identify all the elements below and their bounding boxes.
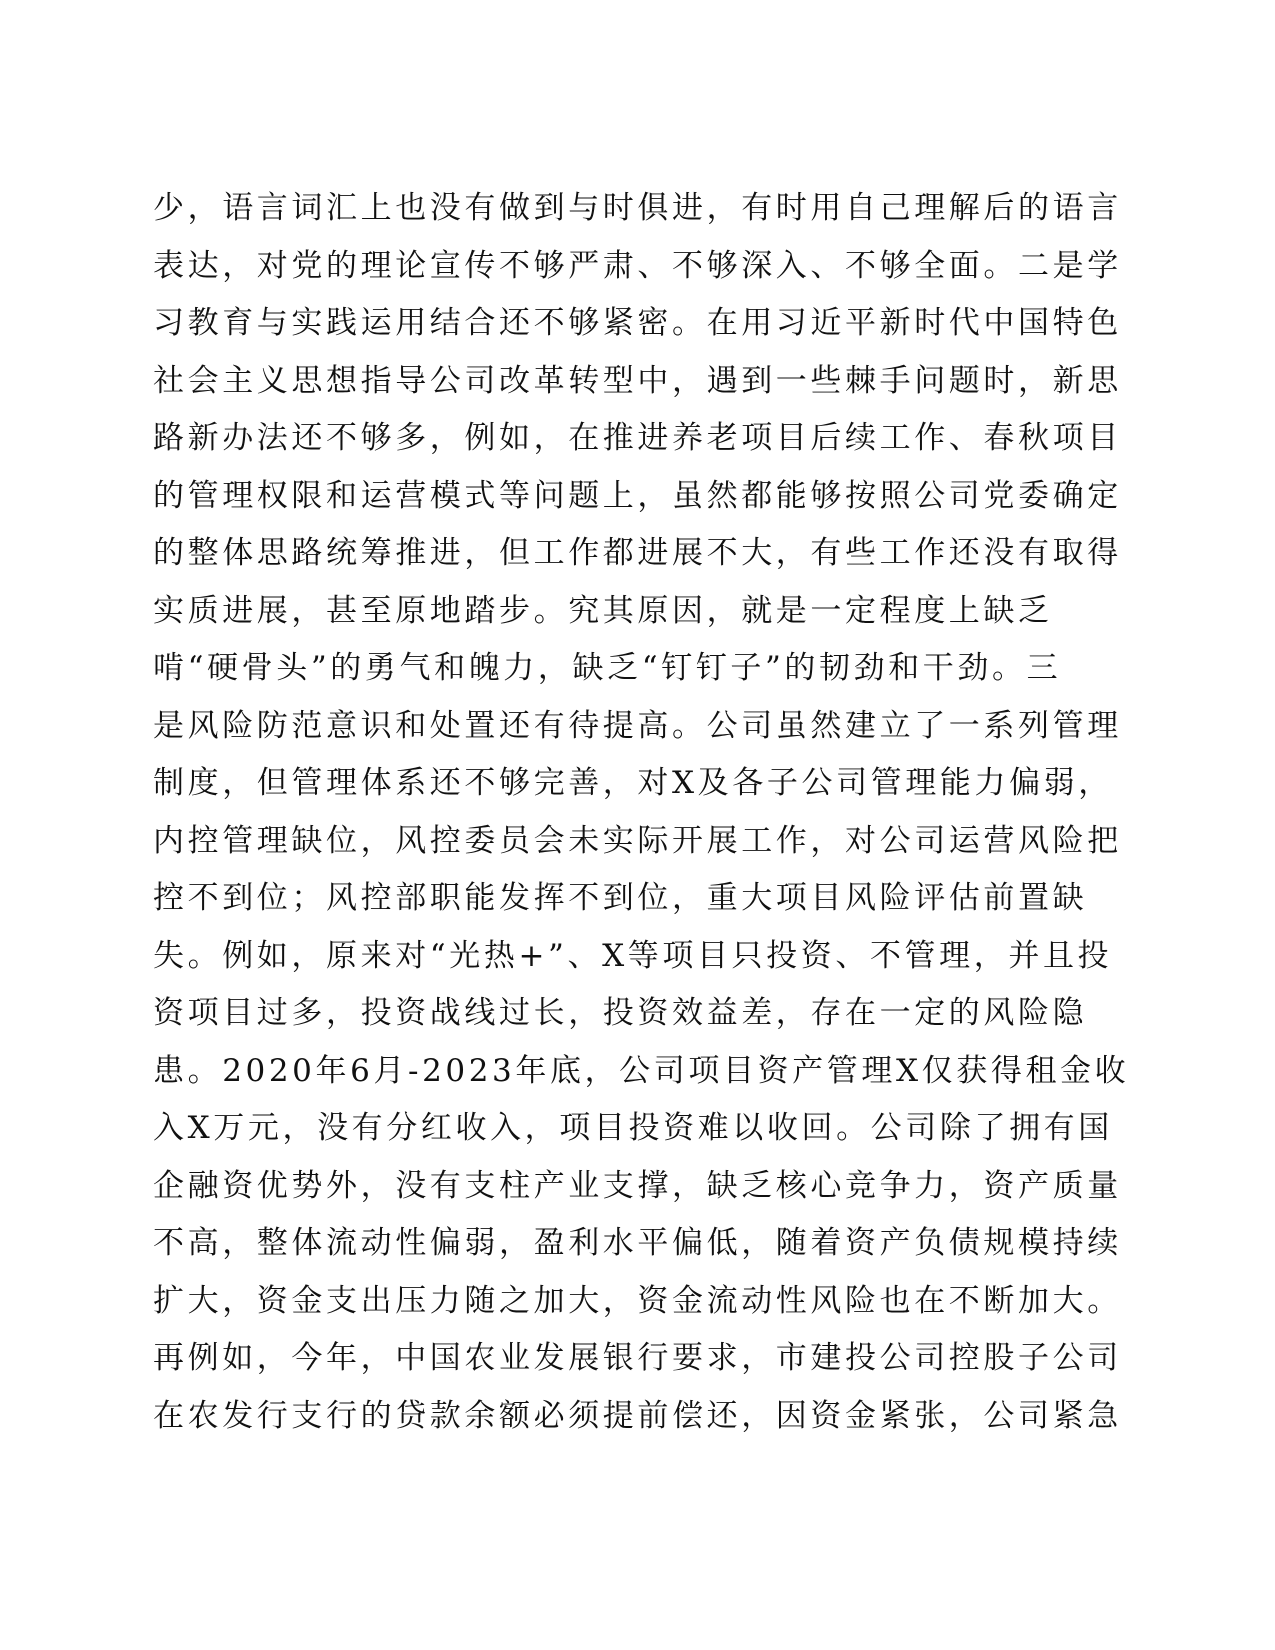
text-line: 表达，对党的理论宣传不够严肃、不够深入、不够全面。二是学 <box>153 247 1122 284</box>
text-line: 社会主义思想指导公司改革转型中，遇到一些棘手问题时，新思 <box>153 362 1122 399</box>
text-line: 内控管理缺位，风控委员会未实际开展工作，对公司运营风险把 <box>153 822 1122 859</box>
text-line: 扩大，资金支出压力随之加大，资金流动性风险也在不断加大。 <box>153 1282 1122 1319</box>
text-line: 制度，但管理体系还不够完善，对X及各子公司管理能力偏弱， <box>153 765 1113 801</box>
text-line: 的整体思路统筹推进，但工作都进展不大，有些工作还没有取得 <box>153 535 1122 571</box>
text-line: 控不到位；风控部职能发挥不到位，重大项目风险评估前置缺 <box>153 880 1088 916</box>
text-line: 不高，整体流动性偏弱，盈利水平偏低，随着资产负债规模持续 <box>153 1225 1122 1261</box>
text-line: 患。2020年6月-2023年底，公司项目资产管理X仅获得租金收 <box>153 1052 1130 1089</box>
text-line: 资项目过多，投资战线过长，投资效益差，存在一定的风险隐 <box>153 995 1088 1031</box>
text-line: 的管理权限和运营模式等问题上，虽然都能够按照公司党委确定 <box>153 477 1122 514</box>
text-line: 路新办法还不够多，例如，在推进养老项目后续工作、春秋项目 <box>153 420 1122 456</box>
text-line: 啃“硬骨头”的勇气和魄力，缺乏“钉钉子”的韧劲和干劲。三 <box>153 650 1062 686</box>
text-line: 是风险防范意识和处置还有待提高。公司虽然建立了一系列管理 <box>153 707 1122 744</box>
text-line: 入X万元，没有分红收入，项目投资难以收回。公司除了拥有国 <box>153 1110 1113 1146</box>
text-line: 少，语言词汇上也没有做到与时俱进，有时用自己理解后的语言 <box>153 190 1122 226</box>
body-text <box>153 180 1130 1445</box>
text-line: 企融资优势外，没有支柱产业支撑，缺乏核心竞争力，资产质量 <box>153 1167 1122 1204</box>
text-line: 失。例如，原来对“光热+”、X等项目只投资、不管理，并且投 <box>153 937 1113 974</box>
text-line: 再例如，今年，中国农业发展银行要求，市建投公司控股子公司 <box>153 1340 1122 1376</box>
text-line: 实质进展，甚至原地踏步。究其原因，就是一定程度上缺乏 <box>153 592 1053 629</box>
text-line: 在农发行支行的贷款余额必须提前偿还，因资金紧张，公司紧急 <box>153 1397 1122 1434</box>
text-line: 习教育与实践运用结合还不够紧密。在用习近平新时代中国特色 <box>153 305 1122 341</box>
